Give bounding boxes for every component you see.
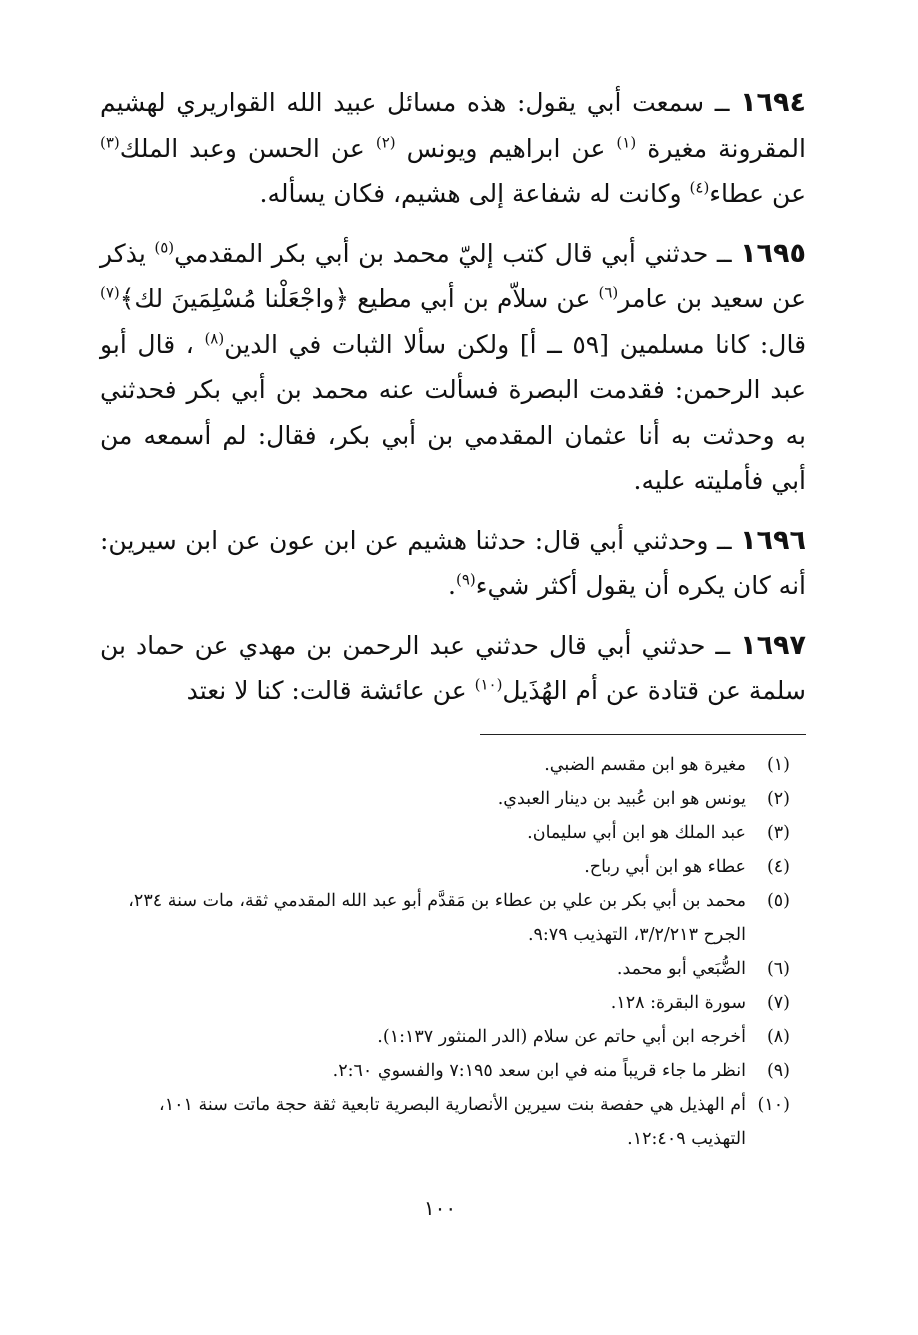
footnote-ref[interactable]: (٩) <box>455 570 476 589</box>
paragraph-text: ــ سمعت أبي يقول: هذه مسائل عبيد الله القواريري لهشيم المقرونة مغيرة <box>100 88 806 163</box>
footnote-number: (٦) <box>766 959 790 979</box>
paragraph-text: عن عطاء <box>709 179 806 208</box>
footnote-ref[interactable]: (٤) <box>689 178 710 197</box>
page-number: ١٠٠ <box>423 1196 457 1220</box>
footnote-ref[interactable]: (٨) <box>204 329 225 348</box>
footnote-item <box>100 952 790 986</box>
paragraph-number: ١٦٩٥ <box>740 237 806 269</box>
paragraph-text: عن ابراهيم ويونس <box>406 133 606 163</box>
paragraph-1694 <box>100 80 806 217</box>
footnote-ref[interactable]: (٥) <box>154 238 175 257</box>
footnote-ref[interactable]: (١٠) <box>474 675 503 694</box>
main-text-body <box>100 80 806 728</box>
footnotes-section <box>100 748 790 1156</box>
paragraph-text: عن عائشة قالت: كنا لا نعتد <box>186 676 467 705</box>
paragraph-1695 <box>100 231 806 504</box>
paragraph-text: قال: كانا مسلمين [٥٩ ــ أ] ولكن سألا الثبات في الدين <box>224 329 807 359</box>
footnote-ref[interactable]: (٧) <box>100 283 120 302</box>
footnote-text: سورة البقرة: ١٢٨. <box>610 993 746 1013</box>
footnote-number: (١) <box>766 755 790 775</box>
footnote-item <box>100 884 790 952</box>
footnote-ref[interactable]: (٣) <box>100 133 120 152</box>
paragraph-text: ــ حدثني أبي قال حدثني عبد الرحمن بن مهدي عن حماد بن سلمة عن قتادة عن أم الهُذَيل <box>100 630 806 705</box>
footnote-ref[interactable]: (٦) <box>598 283 619 302</box>
paragraph-1697 <box>100 623 806 714</box>
paragraph-text: عن الحسن وعبد الملك <box>119 133 365 163</box>
footnote-text: يونس هو ابن عُبيد بن دينار العبدي. <box>497 789 746 809</box>
paragraph-1696 <box>100 518 806 609</box>
footnote-number: (١٠) <box>757 1095 790 1115</box>
paragraph-number: ١٦٩٦ <box>740 524 806 556</box>
footnote-number: (٢) <box>766 789 790 809</box>
footnote-text: مغيرة هو ابن مقسم الضبي. <box>544 755 746 775</box>
footnote-divider <box>480 734 806 735</box>
footnote-text: محمد بن أبي بكر بن علي بن عطاء بن مَقدَّم أبو عبد الله المقدمي ثقة، مات سنة ٢٣٤، الجرح ٣/٢/٢١٣، التهذيب ٩:٧٩. <box>128 891 746 945</box>
footnote-item <box>100 782 790 816</box>
footnote-text: عطاء هو ابن أبي رباح. <box>584 857 746 877</box>
paragraph-text: عن سلاّم بن أبي مطيع ﴿واجْعَلْنا مُسْلِمَينَ لك﴾ <box>119 284 591 313</box>
footnote-text: أم الهذيل هي حفصة بنت سيرين الأنصارية البصرية تابعية ثقة حجة ماتت سنة ١٠١، التهذيب ١٢:٤٠٩. <box>159 1095 746 1149</box>
footnote-number: (٤) <box>766 857 790 877</box>
paragraph-text: ، قال أبو عبد الرحمن: فقدمت البصرة فسألت عنه محمد بن أبي بكر فحدثني به وحدثت به أنا عثمان المقدمي بن أبي بكر، فقال: لم أسمعه من أبي فأمليته عليه. <box>100 329 806 495</box>
footnote-item <box>100 986 790 1020</box>
footnote-text: عبد الملك هو ابن أبي سليمان. <box>527 823 746 843</box>
paragraph-text: ــ وحدثني أبي قال: حدثنا هشيم عن ابن عون عن ابن سيرين: أنه كان يكره أن يقول أكثر شيء <box>100 525 806 600</box>
footnote-text: انظر ما جاء قريباً منه في ابن سعد ٧:١٩٥ والفسوي ٢:٦٠. <box>332 1061 746 1081</box>
footnote-text: أخرجه ابن أبي حاتم عن سلام (الدر المنثور ١:١٣٧). <box>377 1027 746 1047</box>
footnote-item <box>100 850 790 884</box>
paragraph-text: يذكر عن سعيد بن عامر <box>100 238 806 313</box>
paragraph-number: ١٦٩٤ <box>740 87 806 118</box>
paragraph-number: ١٦٩٧ <box>740 629 807 661</box>
paragraph-text: ــ حدثني أبي قال كتب إليّ محمد بن أبي بكر المقدمي <box>174 238 732 268</box>
footnote-item <box>100 816 790 850</box>
footnote-number: (٩) <box>766 1061 790 1081</box>
footnote-number: (٨) <box>766 1027 790 1047</box>
footnote-ref[interactable]: (١) <box>616 133 637 152</box>
footnote-item <box>100 1088 790 1156</box>
footnote-text: الضُّبَعي أبو محمد. <box>616 959 746 979</box>
footnote-number: (٧) <box>766 993 790 1013</box>
footnote-number: (٣) <box>766 823 790 843</box>
footnote-item <box>100 1054 790 1088</box>
footnote-item <box>100 748 790 782</box>
paragraph-text: . <box>448 571 456 600</box>
footnote-number: (٥) <box>766 891 790 911</box>
footnote-ref[interactable]: (٢) <box>375 133 396 152</box>
paragraph-text: وكانت له شفاعة إلى هشيم، فكان يسأله. <box>259 179 682 208</box>
footnote-item <box>100 1020 790 1054</box>
